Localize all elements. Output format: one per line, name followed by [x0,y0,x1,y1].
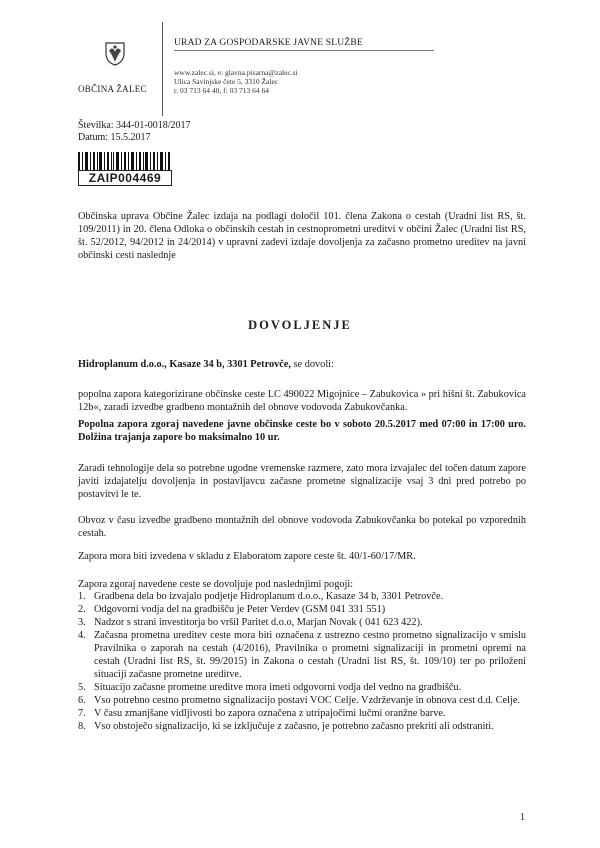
condition-number: 5. [78,682,86,693]
list-item [78,720,526,733]
condition-number: 6. [78,695,86,706]
municipality-name: OBČINA ŽALEC [78,84,147,94]
contact-block [174,68,298,95]
contact-address: Ulica Savinjske čete 5, 3310 Žalec [174,77,279,86]
condition-number: 2. [78,604,86,615]
contact-web-email: www.zalec.si, e: glavna.pisarna@zalec.si [174,68,298,77]
list-item [78,616,526,629]
condition-text: Gradbena dela bo izvajalo podjetje Hidroplanum d.o.o., Kasaze 34 b, 3301 Petrovče. [94,591,444,602]
list-item [78,603,526,616]
contact-phone-fax: t: 03 713 64 40, f: 03 713 64 64 [174,86,269,95]
condition-text: Vso obstoječo signalizacijo, ki se izključuje z začasno, je potrebno začasno prekriti ali odstraniti. [94,721,494,732]
weather-paragraph: Zaradi tehnologije dela so potrebne ugodne vremenske razmere, zato mora izvajalec del točen datum zapore javiti izdajatelju dovoljenja in postavljavcu začasne prometne signalizacije vsaj 3 dni pred potrebo po postavitvi le te. [78,463,526,500]
condition-text: Situacijo začasne prometne ureditve mora imeti odgovorni vodja del vedno na gradbišču. [94,682,462,693]
conditions-intro: Zapora zgoraj navedene ceste se dovoljuje pod naslednjimi pogoji: [78,579,354,590]
conditions-list [78,590,526,733]
condition-text: Vso potrebno cestno prometno signalizacijo postavi VOC Celje. Vzdrževanje in obnova cest d.d. Celje. [94,695,520,706]
document-title: DOVOLJENJE [248,318,352,332]
closure-paragraph: popolna zapora kategorizirane občinske ceste LC 490022 Migojnice – Zabukovica » pri hišni št. Zabukovica 12b«, zaradi izvedbe gradbeno montažnih del obnove vodovoda Zabukovčanka. [78,389,526,413]
document-number: Številka: 344-01-0018/2017 [78,120,191,131]
elaborat-paragraph: Zapora mora biti izvedena v skladu z Elaboratom zapore ceste št. 40/1-60/17/MR. [78,551,416,562]
list-item [78,681,526,694]
municipal-crest-icon [104,42,126,66]
document-date: Datum: 15.5.2017 [78,132,151,143]
list-item [78,590,526,603]
closure-time-notice: Popolna zapora zgoraj navedene javne občinske ceste bo v soboto 20.5.2017 med 07:00 in 17:00 uro. Dolžina trajanja zapore bo maksimalno 10 ur. [78,419,526,443]
barcode-icon [78,152,170,170]
office-name: URAD ZA GOSPODARSKE JAVNE SLUŽBE [174,38,434,51]
condition-number: 7. [78,708,86,719]
condition-text: Odgovorni vodja del na gradbišču je Peter Verdev (GSM 041 331 551) [94,604,386,615]
header-divider [162,22,163,116]
reference-block [78,120,191,144]
list-item [78,707,526,720]
detour-paragraph: Obvoz v času izvedbe gradbeno montažnih del obnove vodovoda Zabukovčanka bo potekal po vzporednih cestah. [78,515,526,539]
barcode-label: ZAIP004469 [78,170,172,186]
condition-number: 8. [78,721,86,732]
condition-number: 3. [78,617,86,628]
condition-text: Nadzor s strani investitorja bo vršil Paritet d.o.o, Marjan Novak ( 041 623 422). [94,617,423,628]
condition-text: Začasna prometna ureditev ceste mora biti označena z ustrezno cestno prometno signalizacijo v smislu Pravilnika o zaporah na cestah (4/2016), Pravilnika o prometni signalizaciji in prometni opremi na cestah (Uradni list RS, št. 99/2015) in Zakona o cestah (Uradni list RS, št. 109/10) ter po priloženi situaciji začasne prometne ureditve. [94,630,526,680]
condition-number: 4. [78,630,86,641]
applicant-tail: se dovoli: [291,359,334,370]
intro-paragraph: Občinska uprava Občine Žalec izdaja na podlagi določil 101. člena Zakona o cestah (Uradni list RS, št. 109/2011) in 20. člena Odloka o občinskih cestah in cestnoprometni ureditvi v občini Žalec (Uradni list RS, št. 52/2012, 94/2012 in 24/2014) v upravni zadevi izdaje dovoljenja za začasno prometno ureditev na javni občinski cesti naslednje [78,211,526,261]
list-item [78,629,526,681]
page-number: 1 [520,812,525,823]
list-item [78,694,526,707]
condition-number: 1. [78,591,86,602]
applicant-paragraph [78,358,526,371]
applicant-name: Hidroplanum d.o.o., Kasaze 34 b, 3301 Petrovče, [78,359,291,370]
condition-text: V času zmanjšane vidljivosti bo zapora označena z utripajočimi lučmi oranžne barve. [94,708,446,719]
